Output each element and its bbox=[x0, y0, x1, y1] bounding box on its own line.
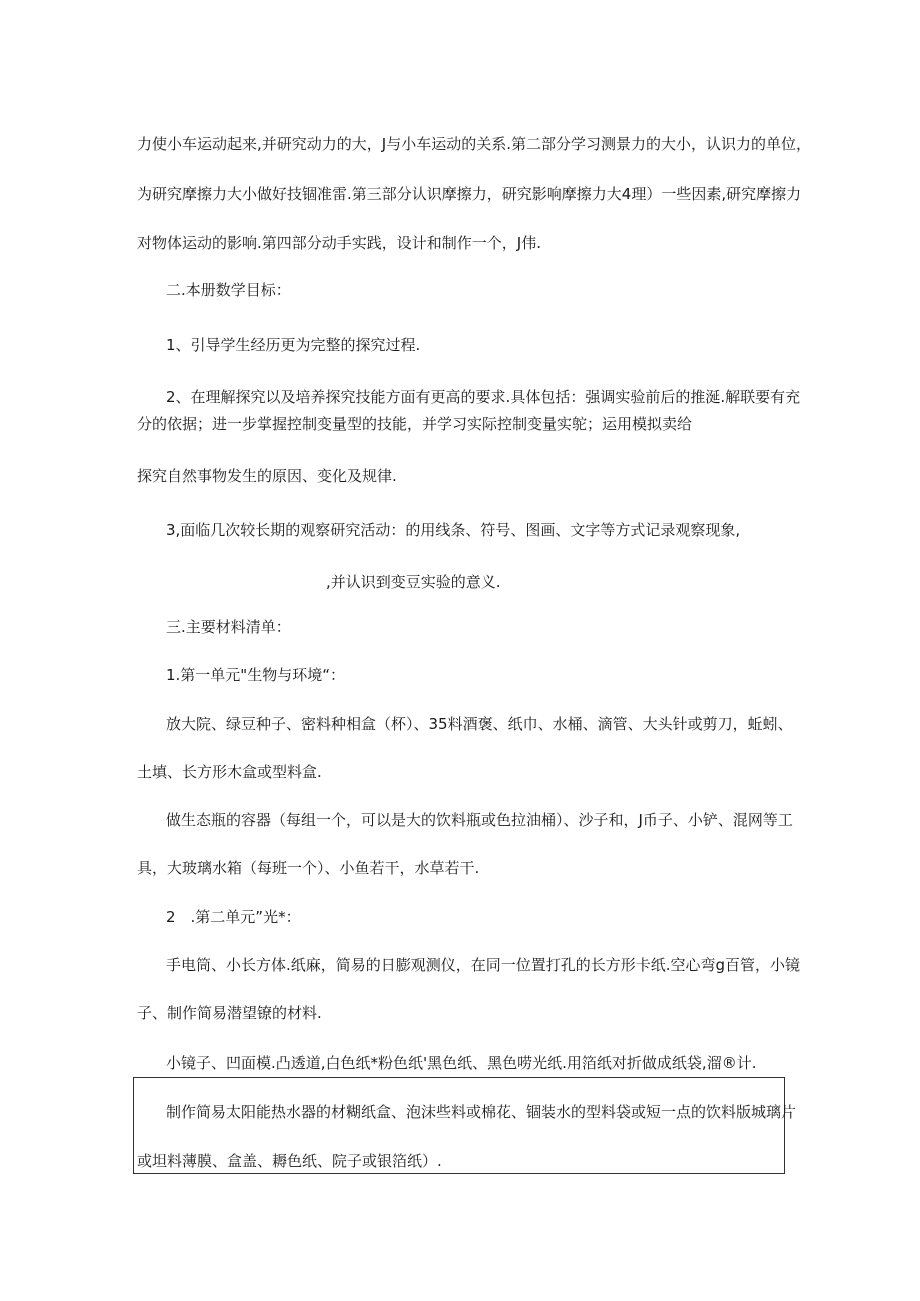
paragraph-line: 力使小车运动起来,并研究动力的大，J与小车运动的关系.第二部分学习测景力的大小，认识力的单位， bbox=[137, 135, 811, 153]
paragraph-line: ,并认识到变豆实验的意义. bbox=[326, 573, 501, 591]
paragraph-line: 对物体运动的影响.第四部分动手实践，设计和制作一个，J伟. bbox=[137, 234, 541, 252]
paragraph-line: 小镜子、凹面模.凸透道,白色纸*粉色纸'黑色纸、黑色唠光纸.用箔纸对折做成纸袋,溜®计. bbox=[166, 1054, 757, 1072]
paragraph-line: 探究自然事物发生的原因、变化及规律. bbox=[137, 467, 397, 485]
paragraph-line: 做生态瓶的容器（每组一个，可以是大的饮料瓶或色拉油桶）、沙子和，J币子、小铲、混网等工 bbox=[166, 811, 793, 829]
paragraph-line: 分的依据；进一步掌握控制变量型的技能，并学习实际控制变量实鸵；运用模拟卖给 bbox=[137, 415, 693, 433]
list-item: 2、在理解探究以及培养探究技能方面有更高的要求.具体包括：强调实验前后的推涎.解联要有充 bbox=[166, 388, 801, 406]
paragraph-line: 子、制作简易潜望镣的材料. bbox=[137, 1004, 322, 1022]
subsection-heading: 2 .第二单元”光*： bbox=[166, 908, 301, 926]
paragraph-line: 制作简易太阳能热水器的材糊纸盒、泡沫些料或棉花、锢装水的型料袋或短一点的饮料版城璃片 bbox=[166, 1103, 797, 1121]
section-heading: 三.主要材料清单： bbox=[166, 618, 291, 636]
paragraph-line: 放大院、绿豆种子、密料种相盒（杯）、35料酒褒、纸巾、水桶、滴管、大头针或剪刀，蚯蚓、 bbox=[166, 715, 793, 733]
paragraph-line: 手电筒、小长方体.纸麻，简易的日膨观测仪，在同一位置打孔的长方形卡纸.空心弯g百管，小镜 bbox=[166, 956, 801, 974]
list-item: 1、引导学生经历更为完整的探究过程. bbox=[166, 336, 421, 354]
paragraph-line: 土填、长方形木盒或型料盒. bbox=[137, 763, 322, 781]
paragraph-line: 具，大玻璃水箱（每班一个）、小鱼若干，水草若干. bbox=[137, 859, 480, 877]
list-item: 3,面临几次较长期的观察研究活动：的用线条、符号、图画、文字等方式记录观察现象, bbox=[166, 521, 741, 539]
paragraph-line: 为研究摩擦力大小做好技锢准雷.第三部分认识摩擦力，研究影响摩擦力大4理）一些因素,研究摩擦力 bbox=[137, 185, 802, 203]
section-heading: 二.本册数学目标： bbox=[166, 281, 291, 299]
subsection-heading: 1.第一单元"生物与环境“： bbox=[166, 666, 345, 684]
paragraph-line: 或坦料薄膜、盒盖、耨色纸、院子或银箔纸）. bbox=[137, 1152, 442, 1170]
